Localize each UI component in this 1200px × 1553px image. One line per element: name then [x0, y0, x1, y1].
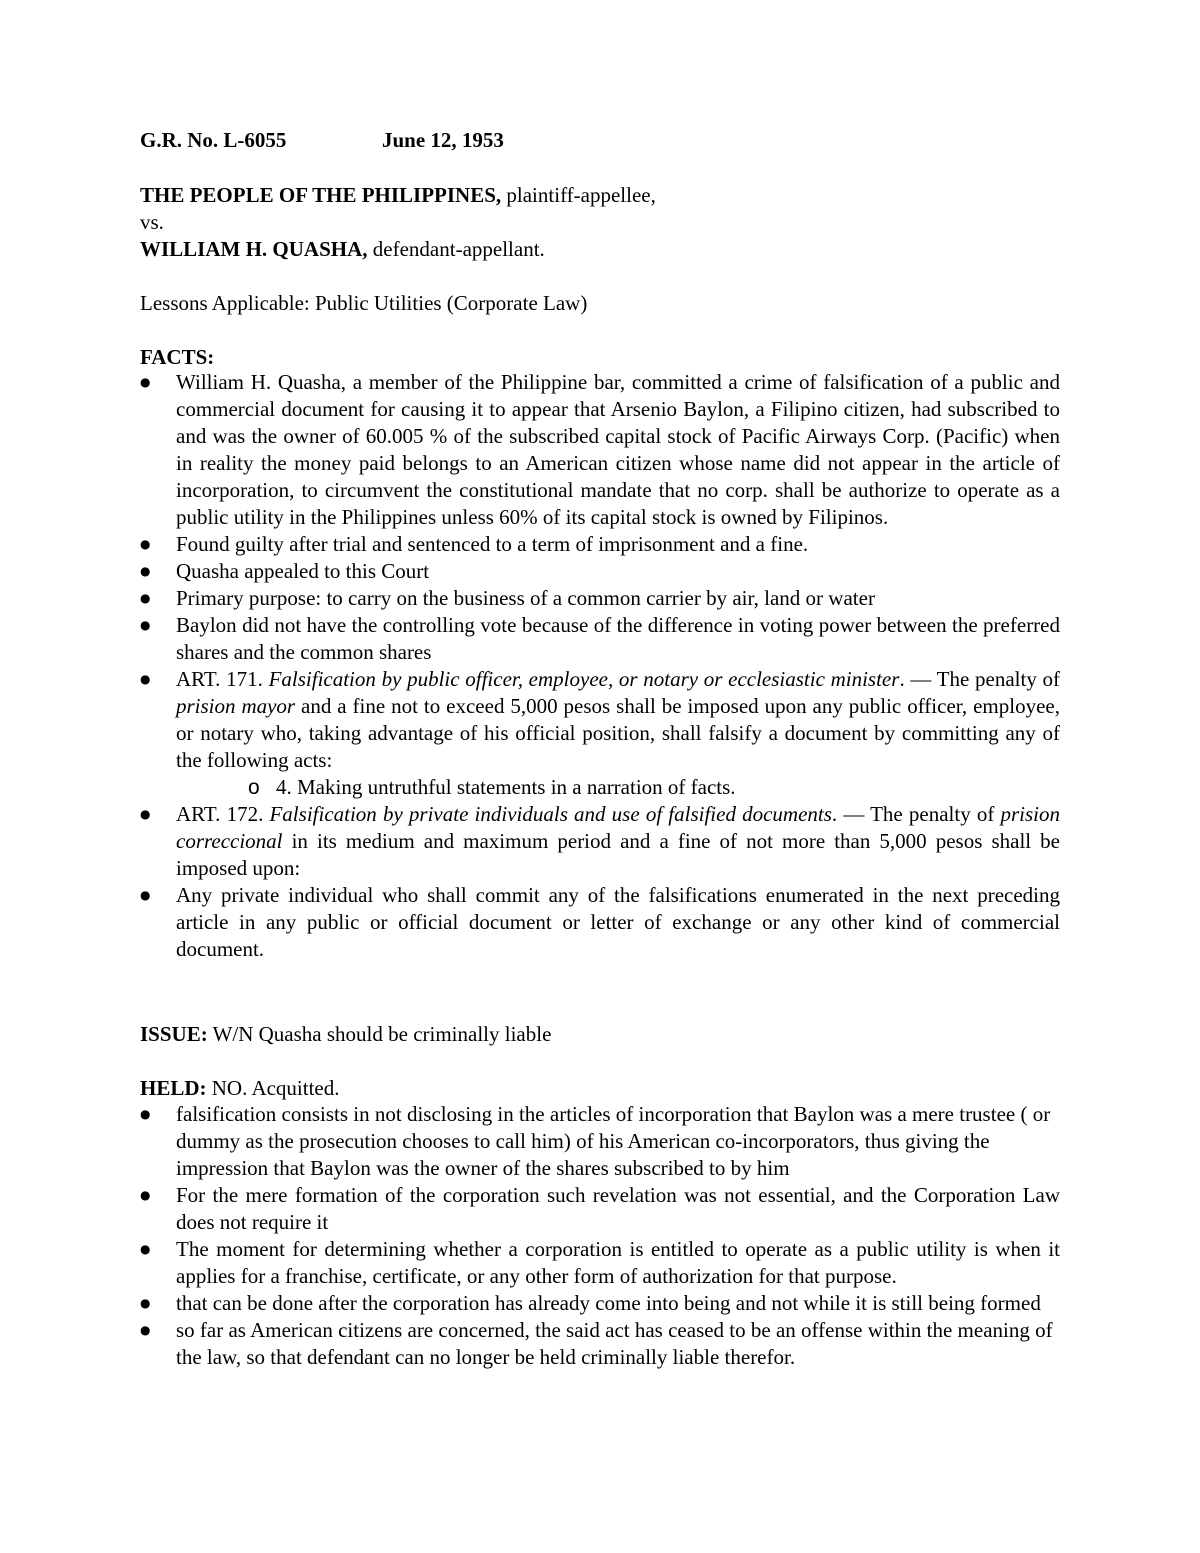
held-item: ● that can be done after the corporation has already come into being and not while it is still being formed [140, 1290, 1060, 1317]
decision-date: June 12, 1953 [382, 128, 504, 152]
issue-heading: ISSUE: [140, 1022, 208, 1046]
art172-penalty: prision correccional [176, 802, 1060, 853]
held-item: ● For the mere formation of the corporation such revelation was not essential, and the Corporation Law does not require it [140, 1182, 1060, 1236]
facts-item: ● Found guilty after trial and sentenced to a term of imprisonment and a fine. [140, 531, 1060, 558]
facts-item-art171 [140, 666, 1060, 774]
facts-list [140, 369, 1060, 963]
art171-title: Falsification by public officer, employee, or notary or ecclesiastic minister [268, 667, 900, 691]
issue-line [140, 1021, 551, 1048]
plaintiff-role: plaintiff-appellee, [501, 183, 656, 207]
facts-item: ● Quasha appealed to this Court [140, 558, 1060, 585]
art171-rest: and a fine not to exceed 5,000 pesos shall be imposed upon any public officer, employee, or notary who, taking advantage of his official position, shall falsify a document by committing any of the following acts: [176, 694, 1060, 772]
versus-text: vs. [140, 210, 164, 234]
facts-item: ● Any private individual who shall commit any of the falsifications enumerated in the next preceding article in any public or official document or letter of exchange or any other kind of commercial document. [140, 882, 1060, 963]
held-heading: HELD: [140, 1076, 207, 1100]
issue-text: W/N Quasha should be criminally liable [207, 1022, 552, 1046]
art171-mid: . — The penalty of [899, 667, 1060, 691]
art171-penalty: prision mayor [176, 694, 296, 718]
lessons-applicable: Lessons Applicable: Public Utilities (Corporate Law) [140, 291, 588, 315]
held-item: ● The moment for determining whether a corporation is entitled to operate as a public utility is when it applies for a franchise, certificate, or any other form of authorization for that purpose. [140, 1236, 1060, 1290]
facts-item: ● William H. Quasha, a member of the Philippine bar, committed a crime of falsification of a public and commercial document for causing it to appear that Arsenio Baylon, a Filipino citizen, had subscribed to and was the owner of 60.005 % of the subscribed capital stock of Pacific Airways Corp. (Pacific) when in reality the money paid belongs to an American citizen whose name did not appear in the article of incorporation, to circumvent the constitutional mandate that no corp. shall be authorize to operate as a public utility in the Philippines unless 60% of its capital stock is owned by Filipinos. [140, 369, 1060, 531]
held-line [140, 1075, 340, 1102]
defendant-role: defendant-appellant. [367, 237, 545, 261]
plaintiff-name: THE PEOPLE OF THE PHILIPPINES, [140, 183, 502, 207]
art172-lead: ART. 172. [176, 802, 270, 826]
art171-sub-item: o 4. Making untruthful statements in a narration of facts. [140, 774, 1060, 801]
defendant-name: WILLIAM H. QUASHA, [140, 237, 368, 261]
held-item: ● falsification consists in not disclosing in the articles of incorporation that Baylon was a mere trustee ( or dummy as the prosecution chooses to call him) of his American co-incorporators, thus giving the impression that Baylon was the owner of the shares subscribed to by him [140, 1101, 1060, 1182]
held-item: ● so far as American citizens are concerned, the said act has ceased to be an offense within the meaning of the law, so that defendant can no longer be held criminally liable therefor. [140, 1317, 1060, 1371]
art172-rest: in its medium and maximum period and a fine of not more than 5,000 pesos shall be imposed upon: [176, 829, 1060, 880]
facts-heading: FACTS: [140, 345, 215, 369]
art172-mid: . — The penalty of [831, 802, 1001, 826]
case-number: G.R. No. L-6055 [140, 128, 287, 152]
art172-title: Falsification by private individuals and use of falsified documents [269, 802, 832, 826]
held-list [140, 1101, 1060, 1371]
facts-item: ● Primary purpose: to carry on the business of a common carrier by air, land or water [140, 585, 1060, 612]
art171-lead: ART. 171. [176, 667, 269, 691]
plaintiff-line [140, 182, 656, 209]
held-text: NO. Acquitted. [206, 1076, 340, 1100]
facts-item-art172 [140, 801, 1060, 882]
defendant-line [140, 236, 545, 263]
facts-item: ● Baylon did not have the controlling vote because of the difference in voting power between the preferred shares and the common shares [140, 612, 1060, 666]
